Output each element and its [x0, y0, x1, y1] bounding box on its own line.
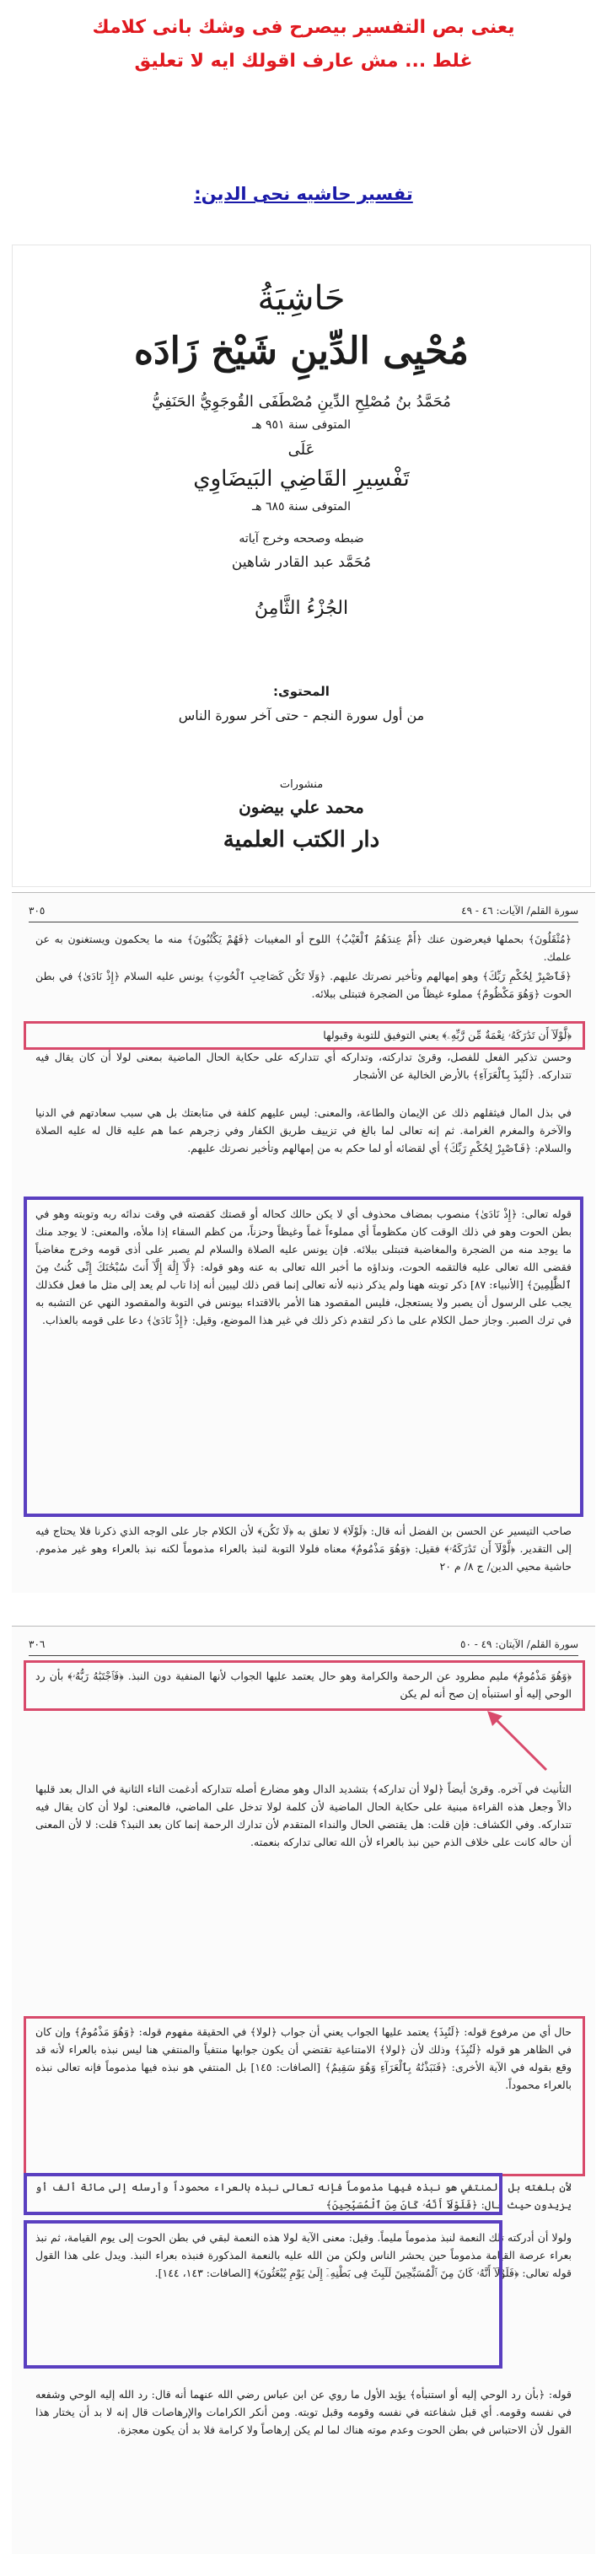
- commentary-paragraph: قوله: ﴿بأن رد الوحي إليه أو استنبأه﴾ يؤيد الأول ما روي عن ابن عباس رضي الله عنهما أنه قال: رد الله إليه الوحي وشفعه في نفسه وقومه. أي قبل شفاعته في نفسه وقومه وقبل توبته. ومن أنكر الكرامات والإرهاصات قال إنه لا بد أن يختار هذا القول لأن الاحتباس في بطن الحوت وعدم موته هناك لما لم يكن إرهاصاً ولا كرامة فلا بد أن يكون معجزة.: [35, 2388, 572, 2436]
- highlighted-verse: ﴿وَهُوَ مَذْمُومٌ﴾ مليم مطرود عن الرحمة والكرامة وهو حال يعتمد عليها الجواب لأنها المنفية دون النبذ. ﴿فَٱجْتَبَٰهُ رَبُّهُۥ﴾ بأن رد الوحي إليه أو استنبأه إن صح أنه لم يكن: [35, 1670, 572, 1700]
- page-number: ٣٠٥: [29, 905, 46, 917]
- blue-highlight-box: [24, 1197, 583, 1517]
- commentary-paragraph: التأنيث في آخره. وقرئ أيضاً ﴿لولا أن تداركه﴾ بتشديد الدال وهو مضارع أصله تتداركه أدغمت التاء الثانية في الدال بعد قلبها دالاً وجعل هذه القراءة مبنية على حكاية الحال الماضية لأن كلمة لولا تدخل على الماضي، فالمعنى: لولا أن كان يقال فيه تتداركه. وفي الكشاف: فإن قلت: هل يقتضي الحال والنداء المتقدم لأن تدارك الرحمة إنما كان بعد النبذ؟ قلت: لا لأن المعنى أن حاله كانت على خلاف الذم حين نبذ بالعراء لأن الله تعالى تداركه بنعمته.: [35, 1783, 572, 1848]
- commentary-paragraph: في بذل المال فيثقلهم ذلك عن الإيمان والطاعة، والمعنى: ليس عليهم كلفة في متابعتك بل هي سبب سعادتهم في الدنيا والآخرة والمغرم الغرامة. ثم إنه تعالى لما بالغ في تزييف طريق الكفار وفي زجرهم عما هم عليه قال له عليه الصلاة والسلام: ﴿فَٱصْبِرْ لِحُكْمِ رَبِّكَ﴾ أي لقضائه أو لما حكم به من إمهالهم وتأخير نصرتك عليهم.: [35, 1106, 572, 1154]
- cover-editor: مُحَمَّد عبد القادر شاهين: [231, 554, 372, 571]
- cover-book-title: تَفْسِيرِ القَاضِي البَيضَاوِي: [193, 466, 410, 492]
- red-highlight-box: [24, 1021, 585, 1050]
- cover-title-large: مُحْيِى الدِّينِ شَيْخ زَادَه: [133, 330, 469, 373]
- highlighted-commentary: ولولا أن أدركته تلك النعمة لنبذ مذموماً مليماً. وقيل: معنى الآية لولا هذه النعمة لبقي في بطن الحوت إلى يوم القيامة، ثم نبذ بعراء عرصة القيامة مذموماً حين يحشر الناس ولكن من الله عليه بالنعمة المذكورة فنبذه بعراء النبذ. ويدل على هذا القول قوله تعالى: ﴿فَلَوْلَآ أَنَّهُۥ كَانَ مِنَ ٱلْمُسَبِّحِينَ لَلَبِثَ فِى بَطْنِهِۦٓ إِلَىٰ يَوْمِ يُبْعَثُونَ﴾ [الصافات: ١٤٣، ١٤٤].: [35, 2231, 572, 2279]
- book-page-306: [12, 1626, 595, 2554]
- verse-paragraph: ﴿فَٱصْبِرْ لِحُكْمِ رَبِّكَ﴾ وهو إمهالهم وتأخير نصرتك عليهم. ﴿وَلَا تَكُن كَصَاحِبِ ٱلْحُوتِ﴾ يونس عليه السلام ﴿إِذْ نَادَىٰ﴾ في بطن الحوت ﴿وَهُوَ مَكْظُومٌ﴾ مملوء غيظاً من الضجرة فتبتلى ببلائه.: [35, 970, 572, 1000]
- cover-volume: الجُزْءُ الثَّامِنُ: [254, 598, 349, 619]
- comment-line-1: يعنى بص التفسير بيصرح فى وشك بانى كلامك: [92, 17, 515, 38]
- verse-paragraph: وحسن تذكير الفعل للفصل، وقرئ تداركته، وتداركه أي تتداركه على حكاية الحال الماضية بمعنى لولا أن كان يقال فيه تتداركه. ﴿لَنُبِذَ بِٱلْعَرَآءِ﴾ بالأرض الخالية عن الأشجار: [35, 1051, 572, 1081]
- highlighted-commentary: لأن بلغته بل المنتفي هو نبذه فيها مذموماً فإنه تعالى نبذه بالعراء محموداً وأرسله إلى مائة ألف أو يزيدون حيث قال: ﴿فَلَوْلَآ أَنَّهُۥ كَانَ مِنَ ٱلْمُسَبِّحِينَ﴾: [35, 2181, 572, 2211]
- blue-highlight-box: [24, 2220, 502, 2369]
- page-header: [29, 905, 578, 922]
- verse-paragraph: ﴿مُثْقَلُونَ﴾ بحملها فيعرضون عنك ﴿أَمْ عِندَهُمُ ٱلْغَيْبُ﴾ اللوح أو المغيبات ﴿فَهُمْ يَكْتُبُونَ﴾ منه ما يحكمون ويستغنون به عن علمك.: [35, 933, 572, 963]
- cover-contents: من أول سورة النجم - حتى آخر سورة الناس: [178, 707, 425, 723]
- cover-on-label: عَلَى: [287, 441, 315, 459]
- cover-contents-label: المحتوى:: [273, 684, 330, 699]
- highlighted-commentary: حال أي من مرفوع قوله: ﴿لَنُبِذَ﴾ يعتمد عليها الجواب يعني أن جواب ﴿لولا﴾ في الحقيقة مفهوم قوله: ﴿وَهُوَ مَذْمُومٌ﴾ وإن كان في الظاهر هو قوله ﴿لَنُبِذَ﴾ وذلك لأن ﴿لولا﴾ الامتناعية تقتضي أن يكون جوابها منتفياً والمنتفي هنا ليس نبذه بالعراء لأنه قد وقع بقوله في الآية الأخرى: ﴿فَنَبَذْنَٰهُ بِٱلْعَرَآءِ وَهُوَ سَقِيمٌ﴾ [الصافات: ١٤٥] بل المنتفي هو نبذه فيها مذموماً فإنه تعالى نبذه بالعراء محموداً.: [35, 2025, 572, 2091]
- source-link[interactable]: تفسير حاشيه نحى الدين:: [194, 184, 413, 204]
- cover-title-small: حَاشِيَةُ: [257, 279, 346, 318]
- cover-edition-note: ضبطه وصححه وخرج آياته: [239, 532, 364, 546]
- cover-book-death: المتوفى سنة ٦٨٥ هـ: [252, 500, 351, 514]
- cover-publisher-house: دار الكتب العلمية: [223, 827, 380, 852]
- highlighted-verse: ﴿لَّوْلَآ أَن تَدَٰرَكَهُۥ نِعْمَةٌ مِّن رَّبِّهِۦ﴾ يعني التوفيق للتوبة وقبولها: [323, 1029, 572, 1041]
- cover-author-death: المتوفى سنة ٩٥١ هـ: [252, 418, 351, 432]
- arrow-icon: [484, 1709, 551, 1777]
- surah-reference: سورة القلم/ الآيات: ٤٦ - ٤٩: [461, 905, 578, 917]
- red-highlight-box: [24, 1660, 585, 1711]
- commentary-paragraph: صاحب التيسير عن الحسن بن الفضل أنه قال: ﴿لَوْلَا﴾ لا تعلق به ﴿لَا تَكُن﴾ لأن الكلام جار على الوجه الذي ذكرنا فلا يحتاج فيه إلى التقدير. ﴿لَّوْلَآ أَن تَدَٰرَكَهُۥ﴾ فقيل: ﴿وَهُوَ مَذْمُومٌ﴾ معناه فلولا التوبة لنبذ بالعراء مذموماً لكنه نبذ بالعراء وهو غير مذموم. حاشية محيي الدين/ ج ٨/ م ٢٠: [35, 1525, 572, 1573]
- surah-reference: سورة القلم/ الآيتان: ٤٩ - ٥٠: [460, 1638, 578, 1650]
- blue-highlight-box: [24, 2173, 502, 2215]
- page-number: ٣٠٦: [29, 1638, 46, 1650]
- book-cover: [12, 245, 591, 887]
- comment-line-2: غلط ... مش عارف اقولك ايه لا تعليق: [134, 51, 473, 72]
- red-highlight-box: [24, 2016, 585, 2176]
- book-page-305: [12, 892, 595, 1593]
- highlighted-commentary: قوله تعالى: ﴿إِذْ نَادَىٰ﴾ منصوب بمضاف محذوف أي لا يكن حالك كحاله أو قصتك كقصته في وقت ندائه ربه وتوبته وهو في بطن الحوت وهو في ذلك الوقت كان مكظوماً أي مملوءاً غماً وغيظاً وحزناً، من كظم السقاء إذا ملأه، والمعنى: لا يوجد منك ما يوجد منه من الضجرة والمغاضبة فتبتلى ببلائه. فإن يونس عليه الصلاة والسلام لم يصبر على أذى قومه وخرج مغاضباً فقضى الله تعالى عليه فالتقمه الحوت، ونداؤه ما أخبر الله تعالى به عنه وهو قوله: ﴿لَّآ إِلَٰهَ إِلَّآ أَنتَ سُبْحَٰنَكَ إِنِّى كُنتُ مِنَ ٱلظَّٰلِمِينَ﴾ [الأنبياء: ٨٧] ذكر توبته ههنا ولم يذكر ذنبه لأنه تعالى إنما قص ذلك ليبين أنه إذا تاب لم يعد إلى مثل ما فعل فكذلك يجب على الرسول أن يصبر ولا يستعجل، فليس المقصود هنا الأمر بالاقتداء بيونس في التوبة والمقصود النهي عن التشبه به في ترك الصبر. وجاز حمل الكلام على ما ذكر لتقدم ذكر ذلك في غير هذا الموضع، وقيل: ﴿إِذْ نَادَىٰ﴾ دعا على قومه بالعذاب.: [35, 1207, 572, 1326]
- cover-publisher-label: منشورات: [279, 778, 324, 791]
- page-header: [29, 1638, 578, 1656]
- cover-author: مُحَمَّدُ بنُ مُصْلِحِ الدِّينِ مُصْطَفَى القُوجَوِيُّ الحَنَفِيُّ: [152, 393, 451, 411]
- cover-publisher-name: محمد علي بيضون: [239, 797, 364, 817]
